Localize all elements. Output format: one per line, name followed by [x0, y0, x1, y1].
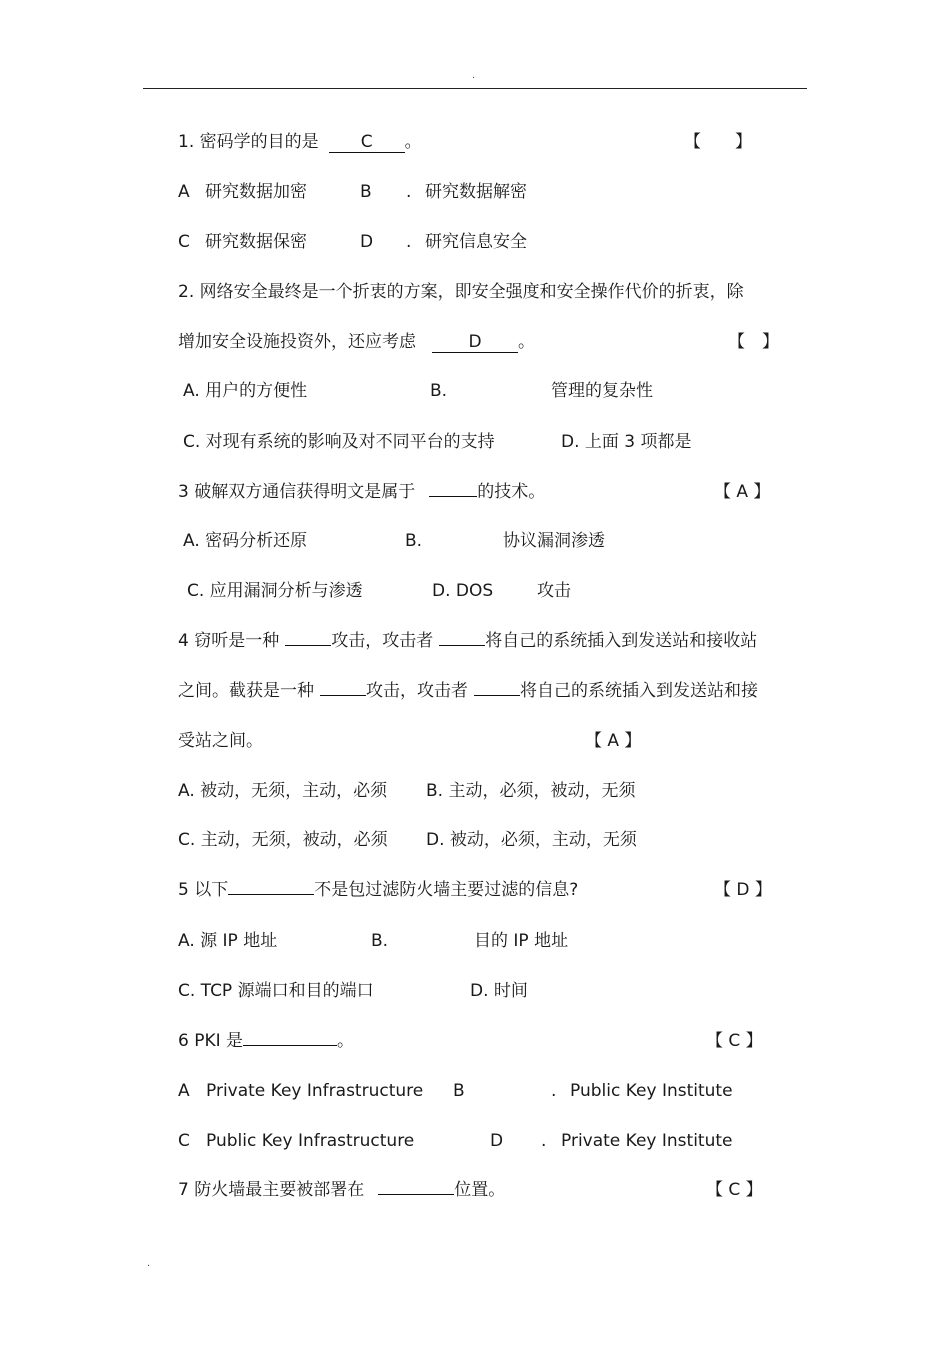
question-7: [178, 1179, 505, 1201]
question-2-line-1: 2. 网络安全最终是一个折衷的方案，即安全强度和安全操作代价的折衷，除: [178, 282, 744, 302]
q5-option-a: A. 源 IP 地址: [178, 931, 278, 951]
question-2-answer: D: [432, 332, 518, 353]
question-5-text: 5 以下: [178, 880, 229, 900]
question-4-bracket: 【 A 】: [585, 731, 642, 751]
question-2-line-2: [178, 331, 535, 353]
q3-option-c: C. 应用漏洞分析与渗透: [187, 581, 363, 601]
q1-option-c-text: 研究数据保密: [205, 232, 307, 252]
header-dot: .: [472, 70, 476, 81]
q1-option-b-text: 研究数据解密: [425, 182, 527, 202]
q6-option-a-text: Private Key Infrastructure: [206, 1081, 424, 1101]
q1-option-a-letter: A: [178, 182, 190, 202]
q5-option-b-letter: B.: [371, 931, 389, 951]
q6-option-b-dot: .: [551, 1081, 557, 1101]
question-3-blank: [429, 496, 477, 497]
q1-option-b-dot: .: [406, 182, 412, 202]
question-5-bracket: 【 D 】: [714, 880, 772, 900]
q6-option-a-letter: A: [178, 1081, 190, 1101]
question-3: [178, 481, 545, 503]
q1-option-c-letter: C: [178, 232, 190, 252]
question-4-text-5: 攻击，攻击者: [366, 681, 468, 701]
q6-option-c-text: Public Key Infrastructure: [206, 1131, 415, 1151]
question-4-text-6: 将自己的系统插入到发送站和接: [520, 681, 758, 701]
q1-option-a-text: 研究数据加密: [205, 182, 307, 202]
question-2-bracket: 【 】: [728, 332, 779, 352]
question-6-text: 6 PKI 是: [178, 1031, 244, 1051]
question-4-blank-1: [285, 645, 331, 646]
question-4-line-1: [178, 630, 757, 652]
q6-option-b-text: Public Key Institute: [570, 1081, 733, 1101]
q4-option-a: A. 被动，无须，主动，必须: [178, 781, 388, 801]
q3-option-b-letter: B.: [405, 531, 423, 551]
q2-option-d: D. 上面 3 项都是: [561, 432, 692, 452]
question-2-text: 增加安全设施投资外，还应考虑: [178, 332, 416, 352]
question-4-text-2: 攻击，攻击者: [331, 631, 434, 651]
q6-option-c-letter: C: [178, 1131, 190, 1151]
q5-option-d: D. 时间: [470, 981, 528, 1001]
q4-option-c: C. 主动，无须，被动，必须: [178, 830, 388, 850]
question-1-text: 1. 密码学的目的是: [178, 132, 319, 152]
question-4-blank-3: [320, 695, 366, 696]
q5-option-b-text: 目的 IP 地址: [474, 931, 569, 951]
question-4-text-3: 将自己的系统插入到发送站和接收站: [485, 631, 758, 651]
question-1-suffix: 。: [404, 132, 422, 152]
question-4-text-4: 之间。截获是一种: [178, 681, 314, 701]
q2-option-c: C. 对现有系统的影响及对不同平台的支持: [183, 432, 495, 452]
question-6-bracket: 【 C 】: [706, 1031, 763, 1051]
q6-option-d-text: Private Key Institute: [561, 1131, 733, 1151]
q3-option-b-text: 协议漏洞渗透: [503, 531, 605, 551]
q4-option-b: B. 主动，必须，被动，无须: [426, 781, 636, 801]
q1-option-b-letter: B: [360, 182, 372, 202]
q1-option-d-text: 研究信息安全: [425, 232, 527, 252]
question-6-suffix: 。: [337, 1031, 355, 1051]
q2-option-b-letter: B.: [430, 381, 448, 401]
question-5-suffix: 不是包过滤防火墙主要过滤的信息?: [314, 880, 579, 900]
q6-option-d-dot: .: [541, 1131, 547, 1151]
question-7-suffix: 位置。: [454, 1180, 506, 1200]
question-3-text: 3 破解双方通信获得明文是属于: [178, 482, 416, 502]
footer-dot: .: [147, 1258, 151, 1269]
question-4-blank-2: [439, 645, 485, 646]
question-4-blank-4: [474, 695, 520, 696]
question-1-answer: C: [329, 132, 405, 153]
q2-option-b-text: 管理的复杂性: [551, 381, 653, 401]
q6-option-b-letter: B: [453, 1081, 465, 1101]
question-7-blank: [378, 1194, 454, 1195]
question-3-suffix: 的技术。: [477, 482, 546, 502]
question-2-suffix: 。: [518, 332, 535, 352]
q3-option-d-letter: D. DOS: [432, 581, 494, 601]
question-4-text-1: 4 窃听是一种: [178, 631, 280, 651]
question-4-line-2: [178, 680, 758, 702]
question-6-blank: [243, 1045, 337, 1046]
q1-option-d-dot: .: [406, 232, 412, 252]
q5-option-c: C. TCP 源端口和目的端口: [178, 981, 374, 1001]
question-7-bracket: 【 C 】: [706, 1180, 763, 1200]
question-4-line-3: 受站之间。: [178, 731, 263, 751]
question-3-bracket: 【 A 】: [714, 482, 771, 502]
question-6: [178, 1030, 354, 1052]
q4-option-d: D. 被动，必须，主动，无须: [426, 830, 637, 850]
q3-option-a: A. 密码分析还原: [183, 531, 308, 551]
q2-option-a: A. 用户的方便性: [183, 381, 308, 401]
q3-option-d-text: 攻击: [537, 581, 571, 601]
header-rule: [143, 88, 807, 89]
question-5-blank: [228, 894, 314, 895]
q1-option-d-letter: D: [360, 232, 374, 252]
question-1-bracket: 【 】: [684, 132, 752, 152]
question-7-text: 7 防火墙最主要被部署在: [178, 1180, 365, 1200]
question-1: [178, 131, 422, 153]
q6-option-d-letter: D: [490, 1131, 504, 1151]
question-5: [178, 879, 578, 901]
